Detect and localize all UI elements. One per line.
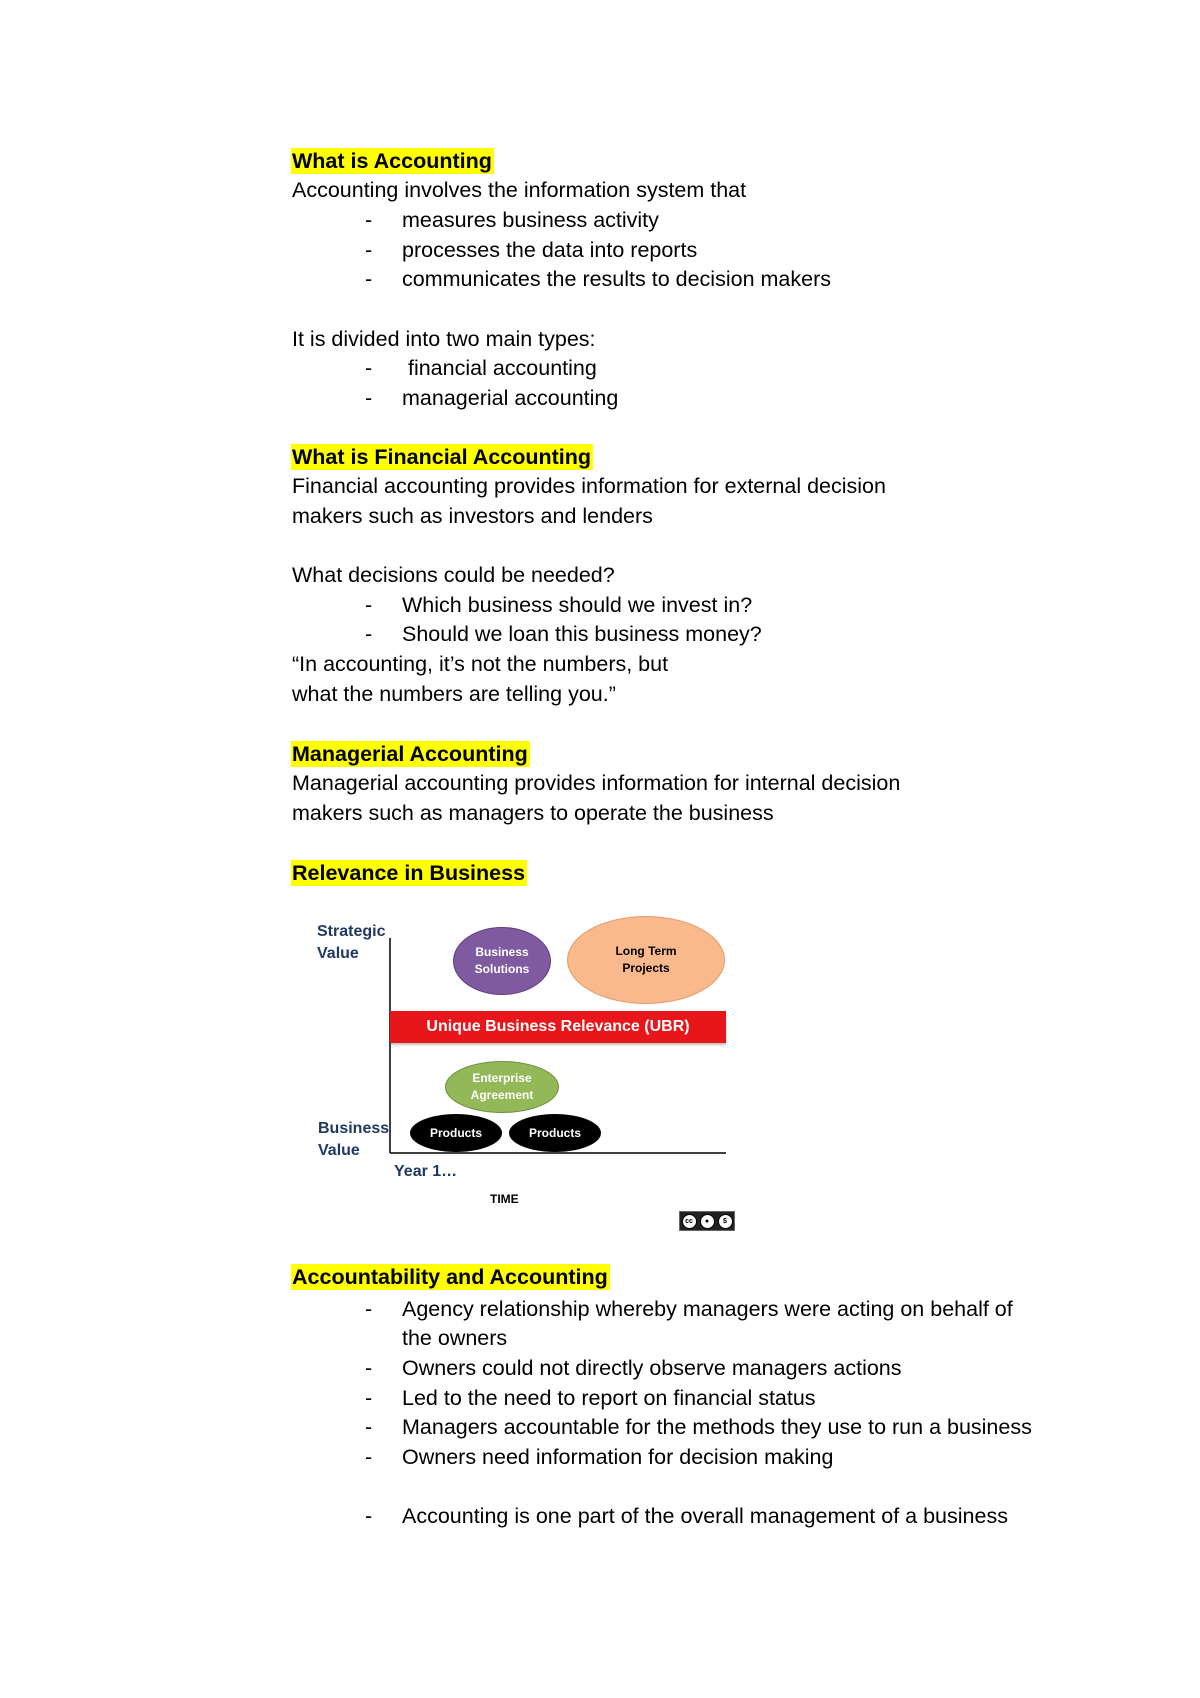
decisions-question: What decisions could be needed? xyxy=(292,563,615,587)
bullet-dash: - xyxy=(365,1297,373,1321)
business-solutions-bubble xyxy=(453,927,551,995)
ubr-band: Unique Business Relevance (UBR) xyxy=(390,1011,726,1043)
business-solutions-line1: Business xyxy=(475,945,529,959)
bullet-led-to-need: Led to the need to report on financial status xyxy=(402,1386,816,1410)
bullet-dash: - xyxy=(365,1356,373,1380)
heading-what-is-accounting: What is Accounting xyxy=(292,149,492,173)
accounting-intro: Accounting involves the information system that xyxy=(292,178,747,202)
bullet-measures: measures business activity xyxy=(402,208,659,232)
long-term-projects-line2: Projects xyxy=(622,961,670,975)
business-solutions-line2: Solutions xyxy=(474,962,530,976)
products-bubble-1: Products xyxy=(410,1114,502,1152)
bullet-dash: - xyxy=(365,1386,373,1410)
heading-relevance: Relevance in Business xyxy=(292,861,526,885)
bullet-loan: Should we loan this business money? xyxy=(402,622,762,646)
bullet-dash: - xyxy=(365,1445,373,1469)
bullet-dash: - xyxy=(365,238,373,262)
bullet-dash: - xyxy=(365,1415,373,1439)
type-managerial: managerial accounting xyxy=(402,386,619,410)
quote-line2: what the numbers are telling you.” xyxy=(292,682,616,706)
enterprise-agreement-line1: Enterprise xyxy=(472,1071,532,1085)
financial-text-line2: makers such as investors and lenders xyxy=(292,504,653,528)
long-term-projects-line1: Long Term xyxy=(615,944,677,958)
y-top-label-line1: Strategic xyxy=(317,923,386,940)
products-bubble-2: Products xyxy=(509,1114,601,1152)
bullet-owners-observe: Owners could not directly observe managers actions xyxy=(402,1356,902,1380)
x-start-label: Year 1… xyxy=(394,1163,458,1180)
creative-commons-badge xyxy=(679,1211,735,1231)
bullet-processes: processes the data into reports xyxy=(402,238,698,262)
heading-financial-accounting: What is Financial Accounting xyxy=(292,445,592,469)
bullet-dash: - xyxy=(365,1504,373,1528)
bullet-managers-accountable: Managers accountable for the methods they use to run a business xyxy=(402,1415,1032,1439)
bullet-dash: - xyxy=(365,267,373,291)
cc-icon: cc xyxy=(682,1214,697,1229)
x-axis-label: TIME xyxy=(490,1192,519,1206)
types-intro: It is divided into two main types: xyxy=(292,327,596,351)
managerial-text-line2: makers such as managers to operate the business xyxy=(292,801,774,825)
bullet-dash: - xyxy=(365,622,373,646)
bullet-agency-line2: the owners xyxy=(402,1326,508,1350)
bullet-invest: Which business should we invest in? xyxy=(402,593,753,617)
y-bottom-label-line2: Value xyxy=(318,1142,360,1159)
relevance-diagram xyxy=(310,918,750,1238)
heading-accountability: Accountability and Accounting xyxy=(292,1265,608,1289)
bullet-dash: - xyxy=(365,208,373,232)
type-financial: financial accounting xyxy=(402,356,597,380)
attribution-icon: ● xyxy=(700,1214,715,1229)
bullet-dash: - xyxy=(365,386,373,410)
y-top-label-line2: Value xyxy=(317,945,359,962)
long-term-projects-bubble xyxy=(567,916,725,1004)
noncommercial-icon: $ xyxy=(718,1214,733,1229)
heading-managerial-accounting: Managerial Accounting xyxy=(292,742,528,766)
bullet-dash: - xyxy=(365,593,373,617)
bullet-accounting-part: Accounting is one part of the overall management of a business xyxy=(402,1504,1008,1528)
bullet-dash: - xyxy=(365,356,373,380)
financial-text-line1: Financial accounting provides information for external decision xyxy=(292,474,886,498)
bullet-communicates: communicates the results to decision makers xyxy=(402,267,831,291)
managerial-text-line1: Managerial accounting provides information for internal decision xyxy=(292,771,901,795)
bullet-owners-need-info: Owners need information for decision making xyxy=(402,1445,834,1469)
quote-line1: “In accounting, it’s not the numbers, but xyxy=(292,652,669,676)
enterprise-agreement-line2: Agreement xyxy=(470,1088,534,1102)
y-bottom-label-line1: Business xyxy=(318,1120,390,1137)
bullet-agency-line1: Agency relationship whereby managers were acting on behalf of xyxy=(402,1297,1013,1321)
enterprise-agreement-bubble xyxy=(445,1061,559,1113)
